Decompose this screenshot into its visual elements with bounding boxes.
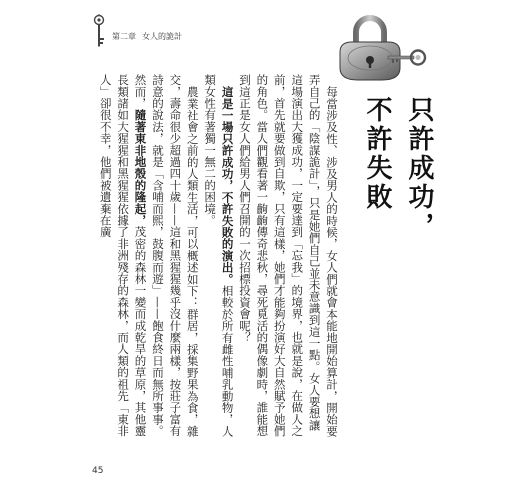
body-text (92, 74, 340, 438)
paragraph-2 (201, 74, 236, 438)
paragraph-2-emphasis: 這是一場只許成功，不許失敗的演出。 (220, 85, 235, 285)
paragraph-3 (96, 74, 200, 438)
chapter-header (112, 31, 188, 42)
title-line-2: 不許失敗 (362, 96, 392, 212)
page-number: 45 (92, 466, 104, 476)
section-title (363, 96, 433, 241)
paragraph-2-text: 相較於所有雌性哺乳動物，人類女性有著獨一無二的困境。 (203, 74, 235, 437)
paragraph-3-emphasis: 隨著東非地殼的隆起， (133, 109, 148, 227)
chapter-title: 女人的詭計 (142, 32, 182, 41)
chapter-number: 第二章 (112, 32, 136, 41)
key-icon (92, 14, 106, 50)
paragraph-3-text: 農業社會之前的人類生活，可以概述如下：群居，採集野果為食，雜交，壽命很少超過四十歲——這和黑猩猩幾乎沒什麼兩樣，按莊子富有詩意的說法，就是「含哺而熙，鼓腹而遊」——飽食終日而無所事事。然而， (133, 74, 200, 437)
paragraph-3-continued: 茂密的森林一變而成乾旱的草原，其他靈長類諸如大猩猩和黑猩猩依據了非洲殘存的森林，而人類的祖先「東非人」卻很不幸，他們被遺棄在廣 (98, 74, 148, 437)
paragraph-1: 每當涉及性、涉及男人的時候，女人們就會本能地開始算計，開始要弄自己的「陰謀詭計」，只是她們自己並未意識到這一點。女人要想讓這場演出大獲成功，一定要達到「忘我」的境界，也就是說，在做人之前，首先就要做到自欺，只有這樣，她們才能夠扮演好大自然賦予她們的角色。當人們觀看著一齣齣傳奇悲秋，尋死覓活的偶像劇時，誰能想到這正是女人們給男人們召開的一次招標投資會呢？ (237, 74, 339, 437)
title-line-1: 只許成功， (404, 96, 434, 241)
padlock-with-key-icon (326, 12, 430, 82)
